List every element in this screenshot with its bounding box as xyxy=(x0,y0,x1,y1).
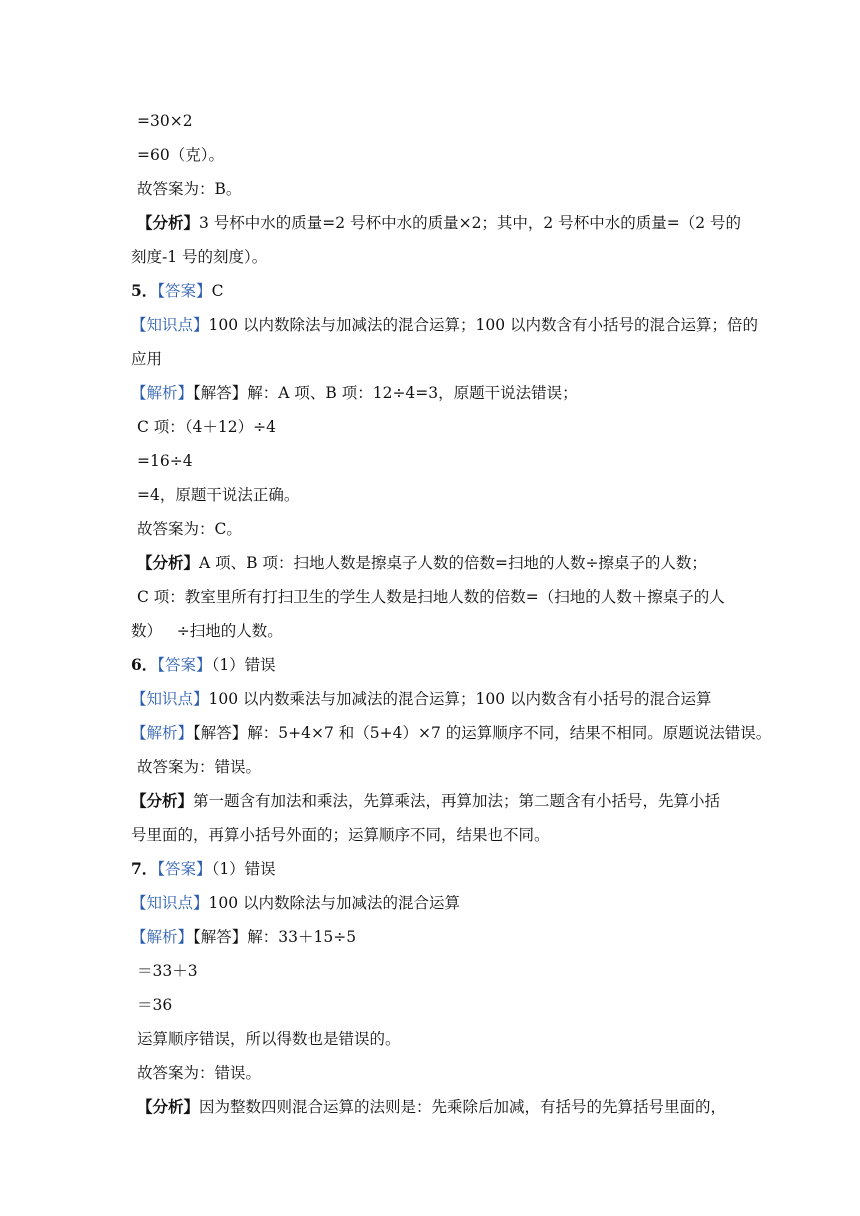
knowledge-line: 【知识点】100 以内数乘法与加减法的混合运算；100 以内数含有小括号的混合运算 xyxy=(131,690,712,708)
jieda-tag: 【解答】 xyxy=(193,384,248,402)
text-line: 故答案为：C。 xyxy=(137,520,242,538)
knowledge-line: 【知识点】100 以内数除法与加减法的混合运算；100 以内数含有小括号的混合运算；倍的 xyxy=(131,316,759,334)
analysis-line: 【分析】第一题含有加法和乘法，先算乘法，再算加法；第二题含有小括号，先算小括 xyxy=(131,791,721,810)
analysis-line: 【分析】A 项、B 项：扫地人数是擦桌子人数的倍数=扫地的人数÷擦桌子的人数； xyxy=(137,553,707,572)
knowledge-tag: 【知识点】 xyxy=(131,690,209,708)
answer-tag: 【答案】 xyxy=(157,282,212,300)
solution-line: 【解析】【解答】解：5+4×7 和（5+4）×7 的运算顺序不同，结果不相同。原题说法错误。 xyxy=(131,724,772,742)
knowledge-tag: 【知识点】 xyxy=(131,894,209,912)
knowledge-tag: 【知识点】 xyxy=(131,316,209,334)
analysis-line: 【分析】3 号杯中水的质量=2 号杯中水的质量×2；其中，2 号杯中水的质量=（2 号的 xyxy=(137,213,741,232)
text-line: C 项：教室里所有打扫卫生的学生人数是扫地人数的倍数=（扫地的人数＋擦桌子的人 xyxy=(137,588,725,606)
text-line: ＝33＋3 xyxy=(137,962,198,980)
text-line: 数） ÷扫地的人数。 xyxy=(131,622,283,640)
text-line: 故答案为：错误。 xyxy=(137,758,262,776)
knowledge-line: 【知识点】100 以内数除法与加减法的混合运算 xyxy=(131,894,461,912)
jiexi-tag: 【解析】 xyxy=(131,724,194,742)
answer-tag: 【答案】 xyxy=(157,860,212,878)
answer-line: 5．【答案】C xyxy=(131,281,224,300)
question-number: 5． xyxy=(131,281,158,300)
solution-line: 【解析】【解答】解：33＋15÷5 xyxy=(131,928,357,946)
text-line: 应用 xyxy=(131,350,163,368)
answer-line: 6．【答案】（1）错误 xyxy=(131,655,276,674)
text-line: =16÷4 xyxy=(137,452,193,470)
text-line: 故答案为：错误。 xyxy=(137,1064,262,1082)
jiexi-tag: 【解析】 xyxy=(131,384,194,402)
analysis-tag: 【分析】 xyxy=(131,791,194,810)
analysis-tag: 【分析】 xyxy=(137,553,200,572)
analysis-tag: 【分析】 xyxy=(137,213,200,232)
jieda-tag: 【解答】 xyxy=(193,928,248,946)
text-line: =4，原题干说法正确。 xyxy=(137,486,300,504)
analysis-line: 【分析】因为整数四则混合运算的法则是：先乘除后加减，有括号的先算括号里面的， xyxy=(137,1097,727,1116)
text-line: 故答案为：B。 xyxy=(137,180,242,198)
analysis-tag: 【分析】 xyxy=(137,1097,200,1116)
answer-line: 7．【答案】（1）错误 xyxy=(131,859,276,878)
text-line: C 项：（4＋12）÷4 xyxy=(137,418,276,436)
solution-line: 【解析】【解答】解：A 项、B 项：12÷4=3，原题干说法错误； xyxy=(131,384,578,402)
text-line: 刻度-1 号的刻度）。 xyxy=(131,248,268,266)
text-line: =60（克）。 xyxy=(137,146,224,164)
answer-tag: 【答案】 xyxy=(157,656,212,674)
jieda-tag: 【解答】 xyxy=(193,724,248,742)
text-line: ＝36 xyxy=(137,996,173,1014)
question-number: 7． xyxy=(131,859,158,878)
text-line: =30×2 xyxy=(137,112,193,130)
jiexi-tag: 【解析】 xyxy=(131,928,194,946)
text-line: 运算顺序错误，所以得数也是错误的。 xyxy=(137,1030,401,1048)
question-number: 6． xyxy=(131,655,158,674)
text-line: 号里面的，再算小括号外面的；运算顺序不同，结果也不同。 xyxy=(131,826,550,844)
